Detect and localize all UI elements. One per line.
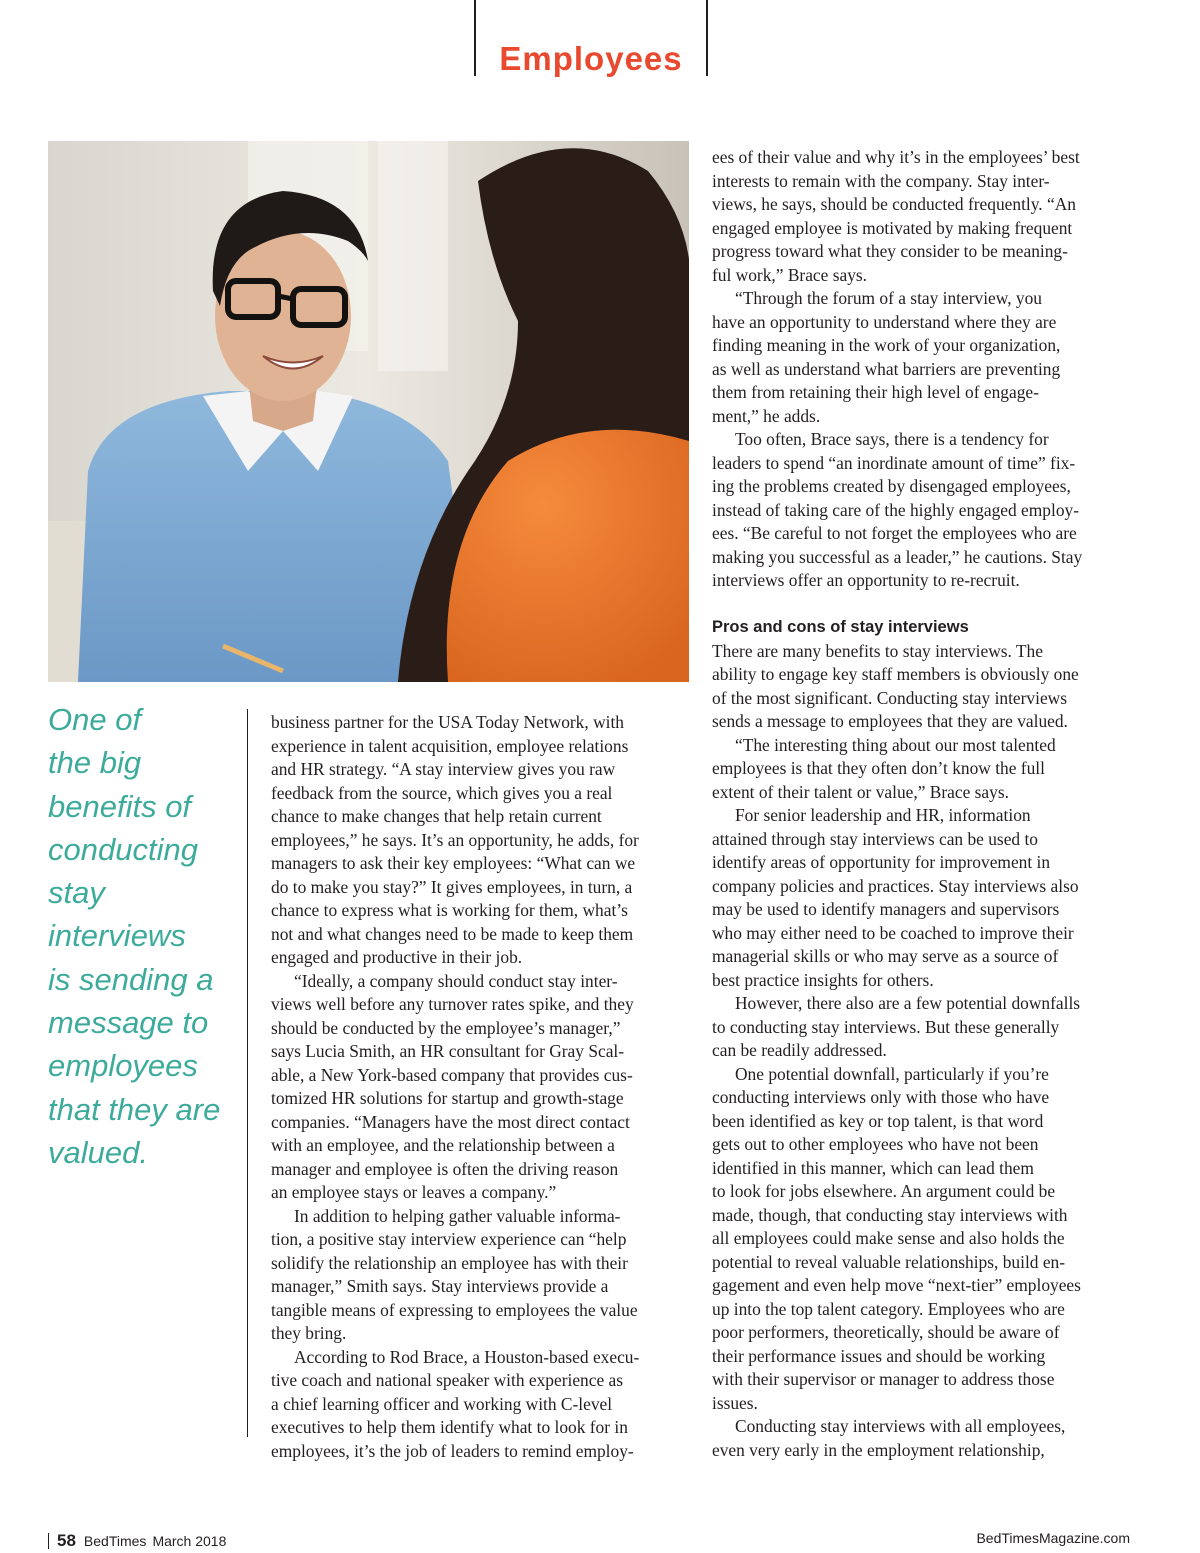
page-number: 58 [57, 1531, 76, 1550]
text-line: not and what changes need to be made to keep them [271, 923, 634, 944]
pull-quote-line: employees [48, 1048, 198, 1084]
pull-quote [48, 698, 238, 1174]
text-line: extent of their talent or value,” Brace says. [712, 781, 1009, 802]
text-line: they bring. [271, 1323, 347, 1343]
pull-quote-line: message to [48, 1005, 209, 1041]
text-line: views, he says, should be conducted frequently. “An [712, 194, 1076, 214]
footer-divider [48, 1533, 49, 1549]
text-line: For senior leadership and HR, information [735, 805, 1031, 825]
pull-quote-line: benefits of [48, 788, 192, 824]
text-line: ees. “Be careful to not forget the employees who are [712, 523, 1077, 543]
text-line: been identified as key or top talent, is that word [712, 1110, 1044, 1131]
text-line: “Ideally, a company should conduct stay inter- [294, 970, 618, 991]
text-line: executives to help them identify what to look for in [271, 1417, 628, 1437]
text-line: leaders to spend “an inordinate amount of time” fix- [712, 452, 1076, 473]
text-line: companies. “Managers have the most direct contact [271, 1111, 630, 1132]
text-line: able, a New York-based company that provides cus- [271, 1064, 633, 1085]
text-line: tive coach and national speaker with experience as [271, 1370, 623, 1390]
text-line: progress toward what they consider to be meaning- [712, 241, 1068, 261]
text-line: ing the problems created by disengaged employees, [712, 476, 1071, 496]
issue-date: March 2018 [152, 1533, 227, 1549]
text-line: business partner for the USA Today Network, with [271, 712, 624, 732]
text-line: gagement and even help move “next-tier” employees [712, 1275, 1081, 1295]
text-line: “Through the forum of a stay interview, you [735, 288, 1042, 308]
text-line: However, there also are a few potential downfalls [735, 993, 1081, 1013]
text-line: solidify the relationship an employee has with their [271, 1252, 628, 1273]
website-url[interactable]: BedTimesMagazine.com [976, 1530, 1130, 1546]
text-line: potential to reveal valuable relationships, build en- [712, 1251, 1066, 1272]
text-line: tangible means of expressing to employees the value [271, 1299, 638, 1320]
text-line: finding meaning in the work of your organization, [712, 335, 1061, 355]
text-line: experience in talent acquisition, employee relations [271, 735, 629, 756]
text-line: and HR strategy. “A stay interview gives you raw [271, 759, 616, 779]
text-line: to conducting stay interviews. But these generally [712, 1016, 1060, 1037]
text-line: managers to ask their key employees: “What can we [271, 853, 636, 873]
text-line: identify areas of opportunity for improvement in [712, 852, 1051, 872]
text-line: to look for jobs elsewhere. An argument could be [712, 1181, 1056, 1201]
text-line: ful work,” Brace says. [712, 264, 868, 285]
section-title: Employees [499, 40, 683, 77]
text-line: According to Rod Brace, a Houston-based execu- [294, 1346, 640, 1367]
text-line: employees,” he says. It’s an opportunity, he adds, for [271, 829, 639, 850]
text-line: them from retaining their high level of engage- [712, 382, 1039, 402]
text-line: making you successful as a leader,” he cautions. Stay [712, 546, 1083, 567]
subheading: Pros and cons of stay interviews [712, 618, 969, 636]
text-line: instead of taking care of the highly engaged employ- [712, 499, 1080, 520]
text-line: feedback from the source, which gives you a real [271, 782, 613, 803]
text-line: chance to express what is working for them, what’s [271, 900, 628, 920]
text-line: There are many benefits to stay interviews. The [712, 640, 1043, 661]
text-line: sends a message to employees that they are valued. [712, 711, 1068, 731]
pull-quote-divider [247, 709, 248, 1437]
text-line: even very early in the employment relationship, [712, 1439, 1045, 1460]
body-column-middle [271, 711, 691, 1463]
text-line: as well as understand what barriers are preventing [712, 358, 1061, 379]
text-line: tion, a positive stay interview experience can “help [271, 1229, 627, 1249]
text-line: poor performers, theoretically, should be aware of [712, 1322, 1060, 1342]
text-line: should be conducted by the employee’s manager,” [271, 1017, 621, 1038]
text-line: their performance issues and should be working [712, 1345, 1046, 1366]
text-line: manager and employee is often the driving reason [271, 1158, 619, 1179]
text-line: manager,” Smith says. Stay interviews provide a [271, 1276, 609, 1296]
text-line: ees of their value and why it’s in the employees’ best [712, 147, 1080, 167]
article-photo [48, 141, 689, 682]
text-line: who may either need to be coached to improve their [712, 922, 1074, 943]
text-line: Conducting stay interviews with all employees, [735, 1416, 1066, 1436]
text-line: says Lucia Smith, an HR consultant for Gray Scal- [271, 1041, 625, 1061]
text-line: identified in this manner, which can lead them [712, 1157, 1034, 1178]
pull-quote-line: One of [48, 702, 142, 737]
section-header [474, 0, 708, 78]
page-footer-left [48, 1531, 226, 1551]
pull-quote-line: conducting [48, 831, 198, 867]
text-line: up into the top talent category. Employees who are [712, 1298, 1065, 1319]
text-line: engaged employee is motivated by making frequent [712, 217, 1073, 238]
body-column-right [712, 146, 1137, 1462]
text-line: issues. [712, 1392, 758, 1413]
text-line: gets out to other employees who have not been [712, 1134, 1039, 1154]
text-line: chance to make changes that help retain current [271, 806, 602, 826]
pull-quote-line: interviews [48, 918, 186, 954]
text-line: an employee stays or leaves a company.” [271, 1182, 557, 1202]
text-line: can be readily addressed. [712, 1040, 887, 1060]
pull-quote-line: that they are [48, 1091, 221, 1127]
text-line: interests to remain with the company. Stay inter- [712, 170, 1050, 191]
text-line: ability to engage key staff members is obviously one [712, 664, 1079, 684]
text-line: have an opportunity to understand where they are [712, 311, 1057, 332]
text-line: with their supervisor or manager to address those [712, 1369, 1055, 1389]
pull-quote-line: valued. [48, 1134, 148, 1170]
text-line: all employees could make sense and also holds the [712, 1228, 1065, 1248]
text-line: ment,” he adds. [712, 405, 821, 426]
pull-quote-line: stay [48, 875, 105, 911]
text-line: views well before any turnover rates spike, and they [271, 994, 634, 1014]
text-line: conducting interviews only with those who have [712, 1087, 1050, 1107]
text-line: managerial skills or who may serve as a source of [712, 946, 1059, 966]
text-line: do to make you stay?” It gives employees, in turn, a [271, 876, 633, 897]
pull-quote-line: the big [48, 745, 142, 781]
text-line: a chief learning officer and working with C-level [271, 1393, 613, 1414]
text-line: of the most significant. Conducting stay interviews [712, 687, 1068, 708]
text-line: made, though, that conducting stay interviews with [712, 1204, 1068, 1225]
text-line: Too often, Brace says, there is a tendency for [735, 429, 1049, 449]
pull-quote-line: is sending a [48, 961, 214, 997]
text-line: engaged and productive in their job. [271, 947, 523, 967]
text-line: company policies and practices. Stay interviews also [712, 875, 1079, 896]
text-line: with an employee, and the relationship between a [271, 1135, 615, 1155]
text-line: “The interesting thing about our most talented [735, 734, 1056, 755]
text-line: In addition to helping gather valuable informa- [294, 1205, 621, 1226]
text-line: best practice insights for others. [712, 969, 934, 990]
text-line: employees, it’s the job of leaders to remind employ- [271, 1440, 634, 1461]
text-line: One potential downfall, particularly if you’re [735, 1063, 1049, 1084]
paragraph-gap [712, 593, 1137, 617]
text-line: attained through stay interviews can be used to [712, 828, 1038, 849]
text-line: may be used to identify managers and supervisors [712, 899, 1060, 919]
publication-name: BedTimes [83, 1533, 147, 1549]
text-line: tomized HR solutions for startup and growth-stage [271, 1088, 624, 1108]
text-line: employees is that they often don’t know the full [712, 758, 1045, 778]
text-line: interviews offer an opportunity to re-recruit. [712, 570, 1020, 590]
